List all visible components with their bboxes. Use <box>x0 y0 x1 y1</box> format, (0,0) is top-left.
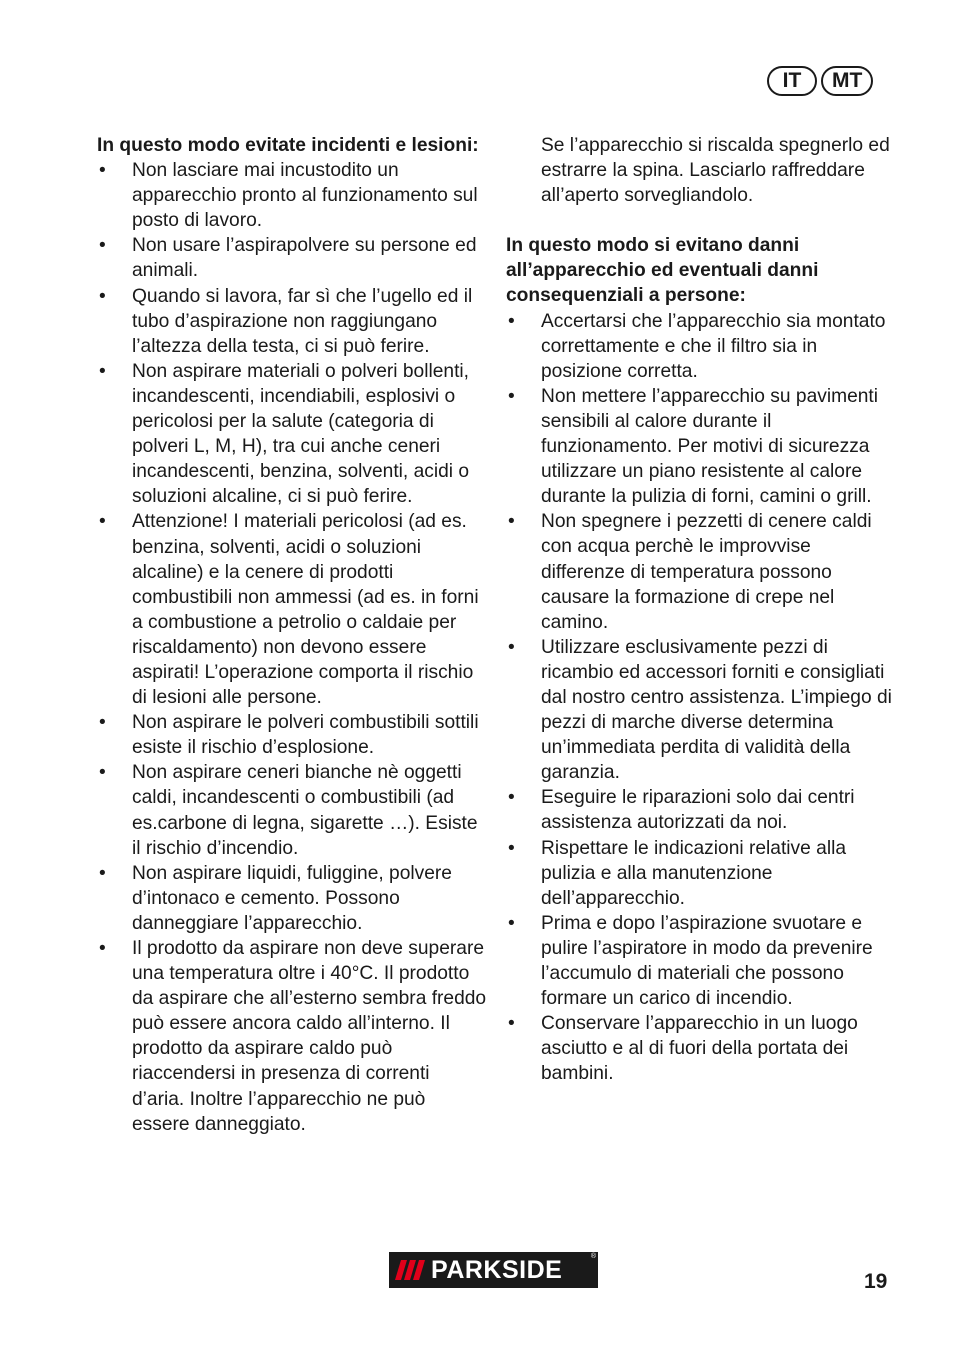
safety-list-left <box>97 158 487 1137</box>
section-heading-damage: In questo modo si evitano danni all’apparecchio ed eventuali danni consequenziali a persone: <box>506 235 819 307</box>
section-heading-accidents: In questo modo evitate incidenti e lesioni: <box>97 135 479 156</box>
list-item: • Utilizzare esclusivamente pezzi di ricambio ed accessori forniti e consigliati dal nostro centro assistenza. L’impiego di pezzi di marche diverse determina un’immediata perdita di validità della garanzia. <box>506 635 898 786</box>
overheat-paragraph: Se l’apparecchio si riscalda spegnerlo ed estrarre la spina. Lasciarlo raffreddare all’aperto sorvegliandolo. <box>541 135 890 207</box>
registered-mark: ® <box>590 1253 596 1260</box>
page-number: 19 <box>864 1270 888 1293</box>
list-item: • Eseguire le riparazioni solo dai centri assistenza autorizzati da noi. <box>506 785 898 835</box>
list-item: • Quando si lavora, far sì che l’ugello ed il tubo d’aspirazione non raggiungano l’altezza della testa, ci si può ferire. <box>97 284 487 359</box>
logo-stripes-icon <box>389 1252 427 1288</box>
list-item: • Prima e dopo l’aspirazione svuotare e pulire l’aspiratore in modo da prevenire l’accumulo di materiali che possono formare un carico di incendio. <box>506 911 898 1011</box>
list-item: • Accertarsi che l’apparecchio sia montato correttamente e che il filtro sia in posizione corretta. <box>506 309 898 384</box>
list-item: • Non aspirare liquidi, fuliggine, polvere d’intonaco e cemento. Possono danneggiare l’apparecchio. <box>97 861 487 936</box>
list-item: • Non aspirare ceneri bianche nè oggetti caldi, incandescenti o combustibili (ad es.carbone di legna, sigarette …). Esiste il rischio d’incendio. <box>97 760 487 860</box>
list-item: • Non aspirare le polveri combustibili sottili esiste il rischio d’esplosione. <box>97 710 487 760</box>
list-item: • Non usare l’aspirapolvere su persone ed animali. <box>97 233 487 283</box>
language-badge-mt: MT <box>821 66 873 96</box>
list-item: • Non aspirare materiali o polveri bollenti, incandescenti, incendiabili, esplosivi o pericolosi per la salute (categoria di polveri L, M, H), tra cui anche ceneri incandescenti, benzina, solventi, acidi o soluzioni alcaline, ci si può ferire. <box>97 359 487 510</box>
brand-name: PARKSIDE <box>431 1256 563 1284</box>
list-item: • Rispettare le indicazioni relative alla pulizia e alla manutenzione dell’apparecchio. <box>506 836 898 911</box>
language-badge-it: IT <box>767 66 817 96</box>
list-item: • Non spegnere i pezzetti di cenere caldi con acqua perchè le improvvise differenze di temperatura possono causare la formazione di crepe nel camino. <box>506 509 898 634</box>
list-item: • Il prodotto da aspirare non deve superare una temperatura oltre i 40°C. Il prodotto da aspirare che all’esterno sembra freddo può essere ancora caldo all’interno. Il prodotto da aspirare caldo può riaccendersi in presenza di correnti d’aria. Inoltre l’apparecchio ne può essere danneggiato. <box>97 936 487 1137</box>
language-badges <box>767 66 873 96</box>
left-column <box>97 133 487 1137</box>
spacer <box>506 208 898 233</box>
parkside-logo <box>389 1252 598 1288</box>
list-item: • Conservare l’apparecchio in un luogo asciutto e al di fuori della portata dei bambini. <box>506 1011 898 1086</box>
safety-list-right <box>506 309 898 1087</box>
right-column <box>506 133 898 1086</box>
list-item: • Non lasciare mai incustodito un apparecchio pronto al funzionamento sul posto di lavoro. <box>97 158 487 233</box>
list-item: • Attenzione! I materiali pericolosi (ad es. benzina, solventi, acidi o soluzioni alcaline) e la cenere di prodotti combustibili non ammessi (ad es. in forni a combustione a petrolio o caldaie per riscaldamento) non devono essere aspirati! L’operazione comporta il rischio di lesioni alle persone. <box>97 509 487 710</box>
list-item: • Non mettere l’apparecchio su pavimenti sensibili al calore durante il funzionamento. Per motivi di sicurezza utilizzare un piano resistente al calore durante la pulizia di forni, camini o grill. <box>506 384 898 509</box>
